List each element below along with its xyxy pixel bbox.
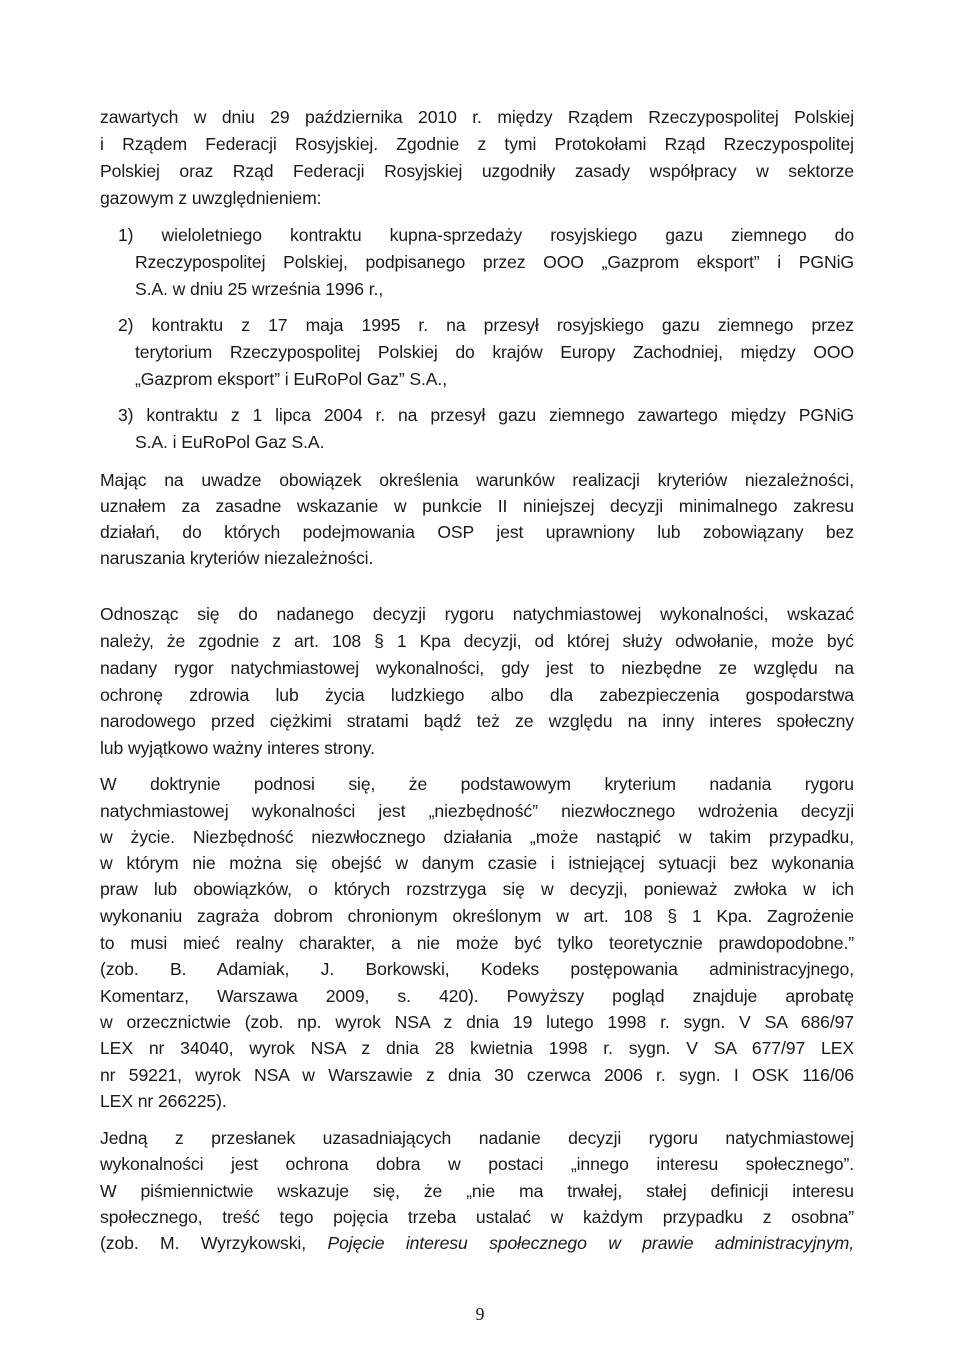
list-item-line: S.A. w dniu 25 września 1996 r., bbox=[135, 279, 384, 299]
text-line: zawartych w dniu 29 października 2010 r. między Rządem Rzeczypospolitej Polskiej bbox=[100, 107, 854, 127]
list-item-line: terytorium Rzeczypospolitej Polskiej do krajów Europy Zachodniej, między OOO bbox=[135, 342, 854, 362]
page-number: 9 bbox=[475, 1304, 485, 1324]
text-line bbox=[100, 1232, 854, 1254]
text-line: działań, do których podejmowania OSP jest uprawniony lub zobowiązany bez bbox=[100, 522, 854, 542]
text-line: i Rządem Federacji Rosyjskiej. Zgodnie z tymi Protokołami Rząd Rzeczypospolitej bbox=[100, 134, 854, 154]
text-line: naruszania kryteriów niezależności. bbox=[100, 548, 374, 568]
text-line: gazowym z uwzględnieniem: bbox=[100, 188, 322, 208]
text-line: nadany rygor natychmiastowej wykonalności, gdy jest to niezbędne ze względu na bbox=[100, 658, 854, 678]
list-item: 2) kontraktu z 17 maja 1995 r. na przesył rosyjskiego gazu ziemnego przez bbox=[118, 315, 854, 335]
text-line: ochronę zdrowia lub życia ludzkiego albo dla zabezpieczenia gospodarstwa bbox=[100, 685, 854, 705]
text-line: uznałem za zasadne wskazanie w punkcie II niniejszej decyzji minimalnego zakresu bbox=[100, 496, 854, 516]
text-line: LEX nr 34040, wyrok NSA z dnia 28 kwietnia 1998 r. sygn. V SA 677/97 LEX bbox=[100, 1038, 854, 1058]
text-line: praw lub obowiązków, o których rozstrzyga się w decyzji, ponieważ zwłoka w ich bbox=[100, 879, 854, 899]
text-line: lub wyjątkowo ważny interes strony. bbox=[100, 738, 375, 758]
text-line: LEX nr 266225). bbox=[100, 1091, 227, 1111]
text-line: narodowego przed ciężkimi stratami bądź też ze względu na inny interes społeczny bbox=[100, 711, 854, 731]
text-line: wykonalności jest ochrona dobra w postaci „innego interesu społecznego”. bbox=[100, 1154, 854, 1174]
text-line: W doktrynie podnosi się, że podstawowym kryterium nadania rygoru bbox=[100, 774, 854, 794]
text-line: to musi mieć realny charakter, a nie może być tylko teoretycznie prawdopodobne.” bbox=[100, 933, 854, 953]
text-line: należy, że zgodnie z art. 108 § 1 Kpa decyzji, od której służy odwołanie, może być bbox=[100, 631, 854, 651]
text-line: nr 59221, wyrok NSA w Warszawie z dnia 30 czerwca 2006 r. sygn. I OSK 116/06 bbox=[100, 1065, 854, 1085]
text-line: w życie. Niezbędność niezwłocznego działania „może nastąpić w takim przypadku, bbox=[100, 827, 854, 847]
citation-title: Pojęcie interesu społecznego w prawie administracyjnym, bbox=[327, 1233, 854, 1253]
list-item-line: „Gazprom eksport” i EuRoPol Gaz” S.A., bbox=[135, 369, 448, 389]
citation-prefix: (zob. M. Wyrzykowski, bbox=[100, 1233, 328, 1253]
text-line: Mając na uwadze obowiązek określenia warunków realizacji kryteriów niezależności, bbox=[100, 470, 854, 490]
text-line: Odnosząc się do nadanego decyzji rygoru natychmiastowej wykonalności, wskazać bbox=[100, 604, 854, 624]
text-line: społecznego, treść tego pojęcia trzeba ustalać w każdym przypadku z osobna” bbox=[100, 1207, 854, 1227]
list-item: 3) kontraktu z 1 lipca 2004 r. na przesył gazu ziemnego zawartego między PGNiG bbox=[118, 405, 854, 425]
list-item-line: Rzeczypospolitej Polskiej, podpisanego przez OOO „Gazprom eksport” i PGNiG bbox=[135, 252, 854, 272]
text-line: Komentarz, Warszawa 2009, s. 420). Powyższy pogląd znajduje aprobatę bbox=[100, 986, 854, 1006]
text-line: (zob. B. Adamiak, J. Borkowski, Kodeks postępowania administracyjnego, bbox=[100, 959, 854, 979]
text-line: Jedną z przesłanek uzasadniających nadanie decyzji rygoru natychmiastowej bbox=[100, 1128, 854, 1148]
text-line: w orzecznictwie (zob. np. wyrok NSA z dnia 19 lutego 1998 r. sygn. V SA 686/97 bbox=[100, 1012, 854, 1032]
text-line: W piśmiennictwie wskazuje się, że „nie ma trwałej, stałej definicji interesu bbox=[100, 1181, 854, 1201]
text-line: wykonaniu zagraża dobrom chronionym określonym w art. 108 § 1 Kpa. Zagrożenie bbox=[100, 906, 854, 926]
text-line: w którym nie można się obejść w danym czasie i istniejącej sytuacji bez wykonania bbox=[100, 853, 854, 873]
list-item: 1) wieloletniego kontraktu kupna-sprzedaży rosyjskiego gazu ziemnego do bbox=[118, 225, 854, 245]
list-item-line: S.A. i EuRoPol Gaz S.A. bbox=[135, 432, 325, 452]
text-line: natychmiastowej wykonalności jest „niezbędność” niezwłocznego wdrożenia decyzji bbox=[100, 801, 854, 821]
text-line: Polskiej oraz Rząd Federacji Rosyjskiej uzgodniły zasady współpracy w sektorze bbox=[100, 161, 854, 181]
